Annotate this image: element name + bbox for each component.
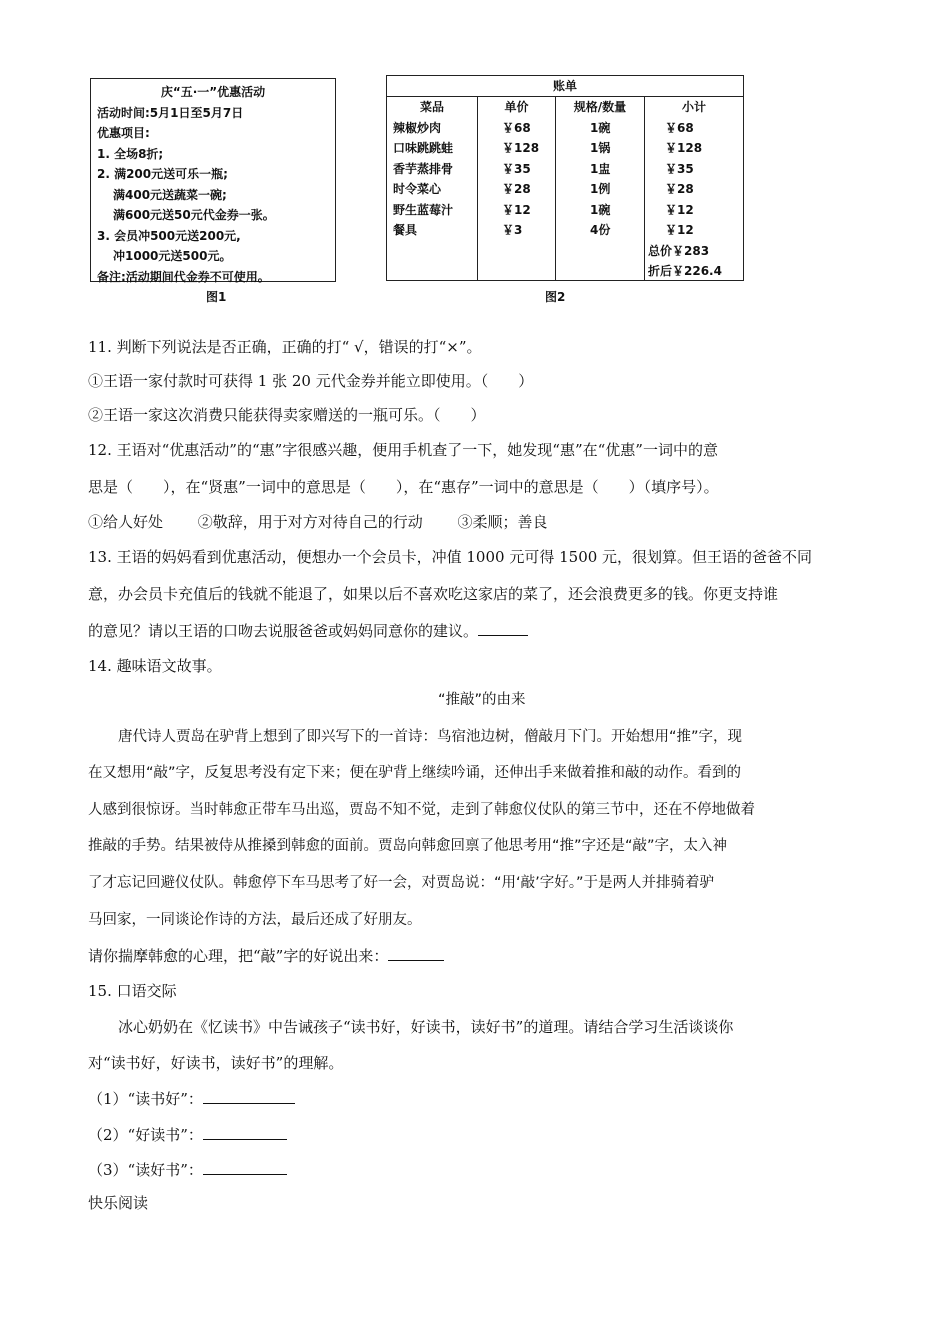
bill-header: 规格/数量 bbox=[573, 100, 627, 114]
story-line: 人感到很惊讶。当时韩愈正带车马出巡，贾岛不知不觉，走到了韩愈仪仗队的第三节中，还在不停地做着 bbox=[88, 802, 755, 818]
promotion-line: 备注:活动期间代金券不可使用。 bbox=[97, 269, 270, 284]
figure1-caption: 图1 bbox=[206, 290, 227, 304]
q13-line-2: 意，办会员卡充值后的钱就不能退了，如果以后不喜欢吃这家店的菜了，还会浪费更多的钱。你更支持谁 bbox=[88, 585, 779, 603]
bill-cell: ￥12 bbox=[665, 223, 694, 237]
q15-line-1: 冰心奶奶在《忆读书》中告诫孩子“读书好，好读书，读好书”的道理。请结合学习生活谈谈你 bbox=[118, 1018, 734, 1036]
promotion-line: 2. 满200元送可乐一瓶; bbox=[97, 167, 228, 181]
bill-cell: ￥3 bbox=[502, 223, 523, 237]
q15-line-2: 对“读书好，好读书，读好书”的理解。 bbox=[88, 1054, 344, 1072]
answer-blank[interactable] bbox=[203, 1125, 287, 1140]
q11-statement-2: ②王语一家这次消费只能获得卖家赠送的一瓶可乐。（ ） bbox=[88, 406, 486, 424]
promotion-notice bbox=[90, 78, 336, 282]
bill-table bbox=[386, 75, 744, 281]
bill-cell: 1盅 bbox=[590, 161, 611, 176]
answer-blank[interactable] bbox=[203, 1089, 295, 1104]
bill-col-dishes bbox=[387, 97, 478, 280]
section-heading: 快乐阅读 bbox=[88, 1194, 149, 1212]
q15-stem: 15. 口语交际 bbox=[88, 982, 177, 1000]
q14-prompt bbox=[88, 946, 444, 966]
answer-blank[interactable] bbox=[388, 946, 444, 961]
q15-item-3 bbox=[88, 1160, 287, 1180]
bill-cell: 1例 bbox=[590, 182, 611, 196]
bill-cell: ￥12 bbox=[502, 202, 531, 217]
q12-options: ①给人好处 ②敬辞，用于对方对待自己的行动 ③柔顺；善良 bbox=[88, 513, 548, 531]
answer-blank[interactable] bbox=[203, 1160, 287, 1175]
promotion-line: 优惠项目: bbox=[97, 126, 150, 140]
bill-cell: ￥35 bbox=[665, 161, 694, 176]
promotion-line: 满400元送蔬菜一碗; bbox=[113, 187, 227, 202]
bill-header: 单价 bbox=[504, 100, 529, 114]
bill-col-subtotal bbox=[645, 97, 743, 280]
bill-cell: ￥12 bbox=[665, 202, 694, 217]
bill-cell: ￥28 bbox=[502, 182, 531, 196]
promotion-line: 1. 全场8折; bbox=[97, 146, 164, 161]
q12-line-2: 思是（ ），在“贤惠”一词中的意思是（ ），在“惠存”一词中的意思是（ ）（填序号）。 bbox=[88, 478, 719, 496]
bill-cell: 4份 bbox=[590, 223, 611, 237]
bill-cell: 1碗 bbox=[590, 120, 611, 135]
bill-header: 小计 bbox=[681, 100, 706, 114]
bill-cell: ￥68 bbox=[665, 120, 694, 135]
bill-cell: 餐具 bbox=[393, 223, 418, 237]
bill-cell: 时令菜心 bbox=[393, 182, 442, 196]
q11-stem: 11. 判断下列说法是否正确，正确的打“ √，错误的打“×”。 bbox=[88, 338, 482, 356]
bill-col-qty bbox=[556, 97, 645, 280]
story-line: 推敲的手势。结果被侍从推搡到韩愈的面前。贾岛向韩愈回禀了他思考用“推”字还是“敲”字，太入神 bbox=[88, 838, 728, 854]
q14-prompt-text: 请你揣摩韩愈的心理，把“敲”字的好说出来： bbox=[88, 947, 389, 965]
q11-statement-1: ①王语一家付款时可获得 1 张 20 元代金券并能立即使用。（ ） bbox=[88, 372, 534, 390]
figure2-caption: 图2 bbox=[545, 290, 566, 304]
bill-total: 总价￥283 bbox=[648, 243, 710, 258]
story-line: 马回家，一同谈论作诗的方法，最后还成了好朋友。 bbox=[88, 912, 422, 928]
bill-header: 菜品 bbox=[419, 100, 444, 114]
q14-stem: 14. 趣味语文故事。 bbox=[88, 657, 222, 675]
q12-line-1: 12. 王语对“优惠活动”的“惠”字很感兴趣，便用手机查了一下，她发现“惠”在“优惠”一词中的意 bbox=[88, 441, 718, 459]
bill-cell: ￥35 bbox=[502, 161, 531, 176]
bill-title: 账单 bbox=[387, 76, 743, 97]
q15-item-label: （2）“好读书”： bbox=[88, 1126, 203, 1144]
promotion-line: 3. 会员冲500元送200元, bbox=[97, 228, 241, 243]
q15-item-1 bbox=[88, 1089, 295, 1109]
bill-cell: 野生蓝莓汁 bbox=[393, 202, 454, 217]
q15-item-2 bbox=[88, 1125, 287, 1145]
story-line: 了才忘记回避仪仗队。韩愈停下车马思考了好一会，对贾岛说：“用‘敲’字好。”于是两人并排骑着驴 bbox=[88, 875, 714, 891]
story-line: 唐代诗人贾岛在驴背上想到了即兴写下的一首诗：鸟宿池边树，僧敲月下门。开始想用“推”字，现 bbox=[118, 729, 743, 745]
answer-blank[interactable] bbox=[478, 621, 528, 636]
bill-cell: 1锅 bbox=[590, 141, 611, 155]
bill-discounted-total: 折后￥226.4 bbox=[648, 264, 722, 278]
q15-item-label: （3）“读好书”： bbox=[88, 1161, 203, 1179]
q13-line-3 bbox=[88, 621, 528, 641]
bill-cell: 香芋蒸排骨 bbox=[393, 161, 454, 176]
story-line: 在又想用“敲”字，反复思考没有定下来；便在驴背上继续吟诵，还伸出手来做着推和敲的动作。看到的 bbox=[88, 765, 742, 781]
q15-item-label: （1）“读书好”： bbox=[88, 1090, 203, 1108]
bill-cell: ￥28 bbox=[665, 182, 694, 196]
bill-cell: 口味跳跳蛙 bbox=[393, 141, 454, 155]
promotion-title: 庆“五·一”优惠活动 bbox=[160, 85, 266, 99]
bill-col-price bbox=[478, 97, 556, 280]
bill-cell: 辣椒炒肉 bbox=[393, 120, 442, 135]
bill-cell: ￥68 bbox=[502, 120, 531, 135]
bill-cell: ￥128 bbox=[502, 141, 540, 155]
promotion-line: 满600元送50元代金券一张。 bbox=[113, 208, 275, 222]
q13-line-1: 13. 王语的妈妈看到优惠活动，便想办一个会员卡，冲值 1000 元可得 1500 元，很划算。但王语的爸爸不同 bbox=[88, 548, 813, 566]
bill-cell: ￥128 bbox=[665, 141, 703, 155]
q13-text: 的意见？请以王语的口吻去说服爸爸或妈妈同意你的建议。 bbox=[88, 622, 479, 640]
bill-cell: 1碗 bbox=[590, 202, 611, 217]
promotion-line: 冲1000元送500元。 bbox=[113, 249, 232, 263]
story-title: “推敲”的由来 bbox=[438, 692, 526, 708]
promotion-line: 活动时间:5月1日至5月7日 bbox=[97, 105, 244, 120]
